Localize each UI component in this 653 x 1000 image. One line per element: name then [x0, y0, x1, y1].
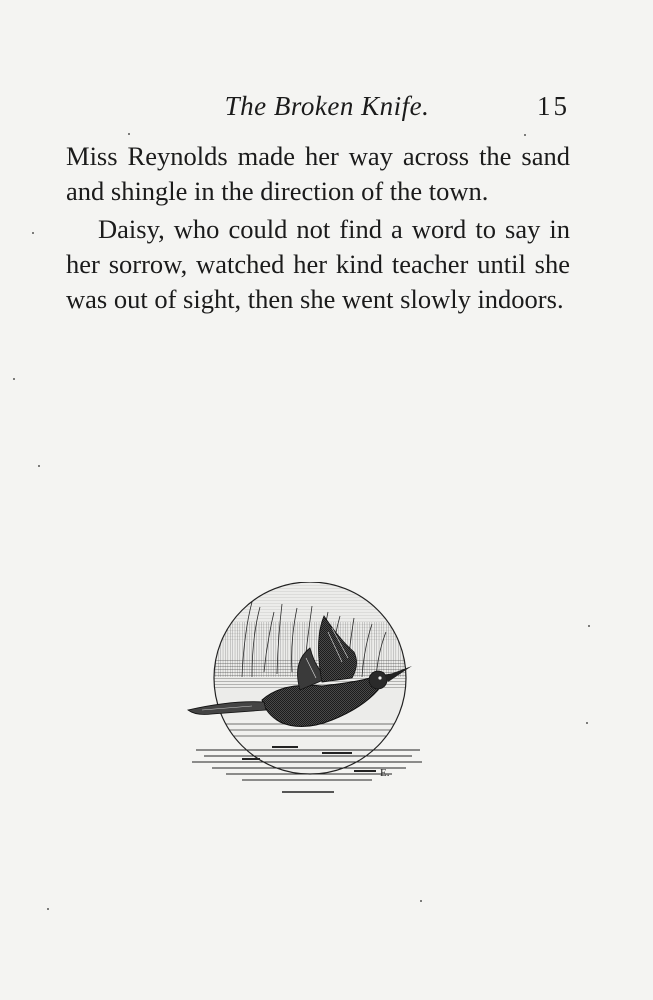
running-head — [66, 88, 570, 124]
running-title: The Broken Knife. — [224, 91, 430, 121]
paragraph-1: Miss Reynolds made her way across the sand and shingle in the direction of the town. — [66, 141, 570, 206]
body-text — [66, 139, 570, 317]
paper-speck — [420, 900, 422, 902]
page-number: 15 — [537, 91, 570, 121]
paper-speck — [128, 133, 130, 135]
paper-speck — [524, 134, 526, 136]
kingfisher-vignette-illustration — [182, 582, 442, 807]
paper-speck — [47, 908, 49, 910]
paragraph-2: Daisy, who could not find a word to say in her sorrow, watched her kind teacher until she was out of sight, then she went slowly indoors. — [66, 214, 570, 314]
paper-speck — [38, 465, 40, 467]
paper-speck — [588, 625, 590, 627]
paper-speck — [13, 378, 15, 380]
paper-speck — [586, 722, 588, 724]
paper-speck — [32, 232, 34, 234]
engraver-mark: E. — [380, 767, 390, 779]
